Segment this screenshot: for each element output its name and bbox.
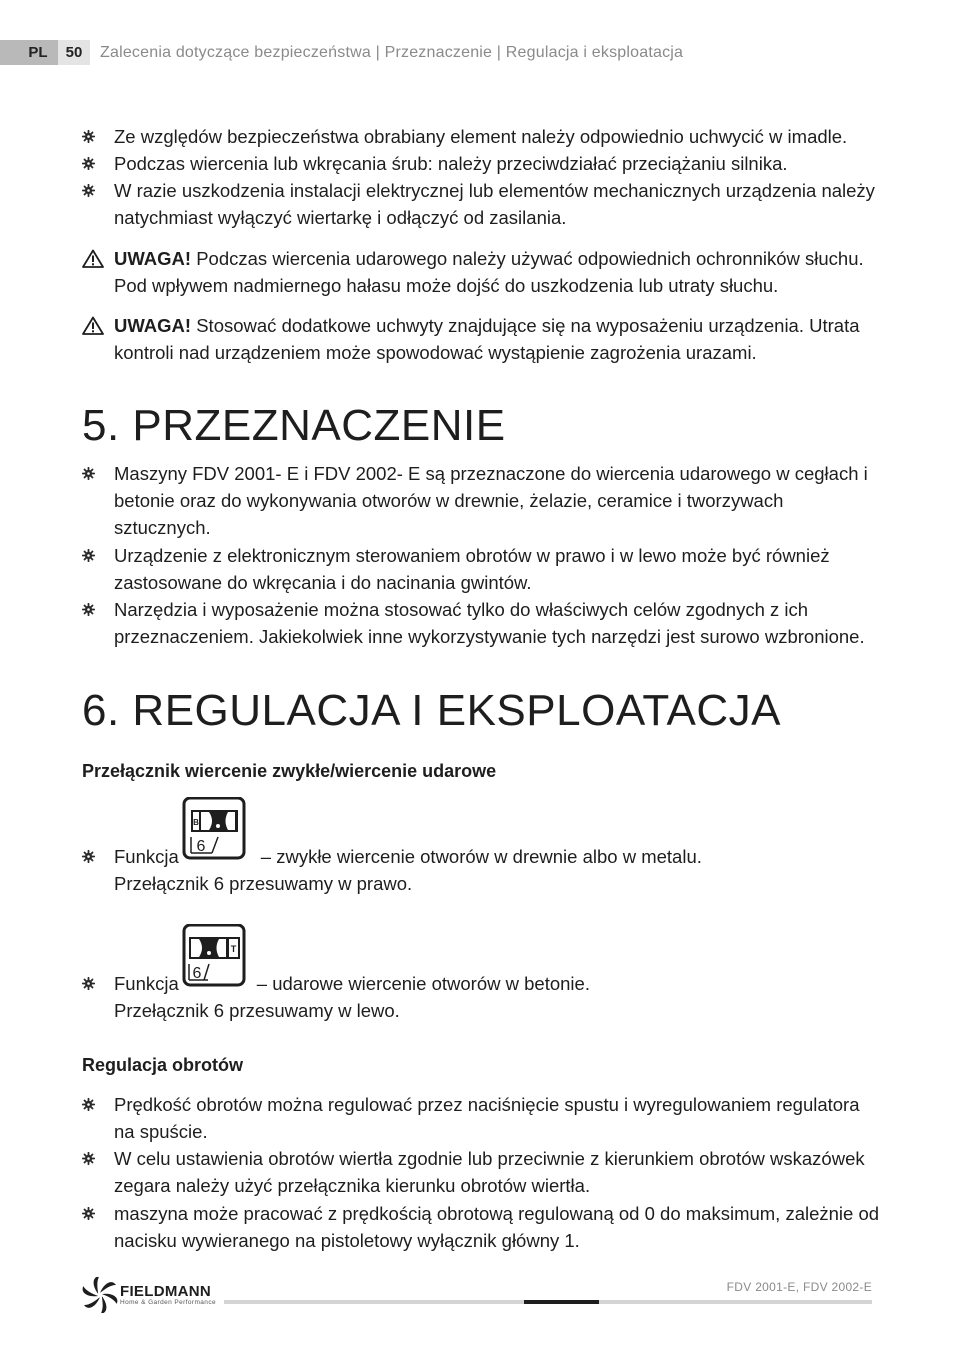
function-instruction: Przełącznik 6 przesuwamy w lewo. bbox=[114, 1000, 400, 1021]
model-number: FDV 2001-E, FDV 2002-E bbox=[726, 1280, 872, 1294]
page-header bbox=[0, 40, 954, 65]
list-item: W razie uszkodzenia instalacji elektrycznej lub elementów mechanicznych urządzenia należy natychmiast wyłączyć wiertarkę i odłączyć od zasilania. bbox=[82, 177, 882, 231]
warning-triangle-icon bbox=[82, 316, 104, 335]
subsection-heading: Przełącznik wiercenie zwykłe/wiercenie udarowe bbox=[82, 761, 497, 781]
function-instruction: Przełącznik 6 przesuwamy w prawo. bbox=[114, 873, 413, 894]
gear-bullet-icon bbox=[82, 977, 95, 990]
footer-divider-accent bbox=[524, 1300, 599, 1304]
gear-bullet-icon bbox=[82, 1207, 95, 1220]
gear-bullet-icon bbox=[82, 130, 95, 143]
gear-bullet-icon bbox=[82, 549, 95, 562]
warning-label: UWAGA! bbox=[114, 315, 192, 336]
list-item: Urządzenie z elektronicznym sterowaniem obrotów w prawo i w lewo może być również zastosowane do wkręcania i do nacinania gwintów. bbox=[82, 542, 882, 596]
list-item: Maszyny FDV 2001- E i FDV 2002- E są przeznaczone do wiercenia udarowego w cegłach i betonie oraz do wykonywania otworów w drewnie, żelazie, ceramice i tworzywach sztucznych. bbox=[82, 460, 882, 541]
function-item bbox=[82, 843, 882, 897]
warning-note bbox=[82, 312, 882, 366]
subsection-heading: Regulacja obrotów bbox=[82, 1055, 244, 1075]
switch-number: 6 bbox=[196, 838, 206, 855]
section-title: 6. REGULACJA I EKSPLOATACJA bbox=[82, 686, 781, 735]
warning-note bbox=[82, 245, 882, 299]
warning-text: Stosować dodatkowe uchwyty znajdujące się na wyposażeniu urządzenia. Utrata kontroli nad urządzeniem może spowodować wystąpienie zagrożenia urazami. bbox=[114, 315, 860, 363]
brand-name: FIELDMANN bbox=[120, 1283, 212, 1300]
list-item: Prędkość obrotów można regulować przez naciśnięcie spustu i wyregulowaniem regulatora na spuście. bbox=[82, 1091, 882, 1145]
gear-bullet-icon bbox=[82, 850, 95, 863]
function-item bbox=[82, 970, 882, 1024]
gear-bullet-icon bbox=[82, 1152, 95, 1165]
gear-bullet-icon bbox=[82, 603, 95, 616]
list-item: Ze względów bezpieczeństwa obrabiany element należy odpowiednio uchwycić w imadle. bbox=[82, 123, 882, 150]
function-prefix: Funkcja bbox=[114, 846, 179, 867]
warning-label: UWAGA! bbox=[114, 248, 192, 269]
gear-bullet-icon bbox=[82, 184, 95, 197]
brand-tagline: Home & Garden Performance bbox=[120, 1299, 216, 1306]
list-item: Narzędzia i wyposażenie można stosować tylko do właściwych celów zgodnych z ich przeznaczeniem. Jakiekolwiek inne wykorzystywanie tych narzędzi jest surowo wzbronione. bbox=[82, 596, 882, 650]
page-number: 50 bbox=[58, 40, 90, 65]
list-item: maszyna może pracować z prędkością obrotową regulowaną od 0 do maksimum, zależnie od nacisku wywieranego na pistoletowy wyłącznik główny 1. bbox=[82, 1200, 882, 1254]
switch-mark: B bbox=[193, 818, 199, 827]
header-title: Zalecenia dotyczące bezpieczeństwa | Przeznaczenie | Regulacja i eksploatacja bbox=[100, 44, 684, 61]
section-title: 5. PRZEZNACZENIE bbox=[82, 401, 506, 450]
language-tab: PL bbox=[0, 40, 58, 65]
switch-number: 6 bbox=[192, 965, 202, 982]
function-prefix: Funkcja bbox=[114, 973, 179, 994]
switch-mark: T bbox=[230, 944, 237, 954]
fieldmann-fan-logo-icon bbox=[82, 1277, 118, 1313]
warning-text: Podczas wiercenia udarowego należy używać odpowiednich ochronników słuchu. Pod wpływem nadmiernego hałasu może dojść do uszkodzenia lub utraty słuchu. bbox=[114, 248, 864, 296]
warning-triangle-icon bbox=[82, 249, 104, 268]
gear-bullet-icon bbox=[82, 467, 95, 480]
gear-bullet-icon bbox=[82, 157, 95, 170]
gear-bullet-icon bbox=[82, 1098, 95, 1111]
function-desc: – udarowe wiercenie otworów w betonie. bbox=[256, 973, 590, 994]
list-item: W celu ustawienia obrotów wiertła zgodnie lub przeciwnie z kierunkiem obrotów wskazówek zegara należy użyć przełącznika kierunku obrotów wiertła. bbox=[82, 1145, 882, 1199]
function-desc: – zwykłe wiercenie otworów w drewnie albo w metalu. bbox=[260, 846, 702, 867]
list-item: Podczas wiercenia lub wkręcania śrub: należy przeciwdziałać przeciążaniu silnika. bbox=[82, 150, 882, 177]
